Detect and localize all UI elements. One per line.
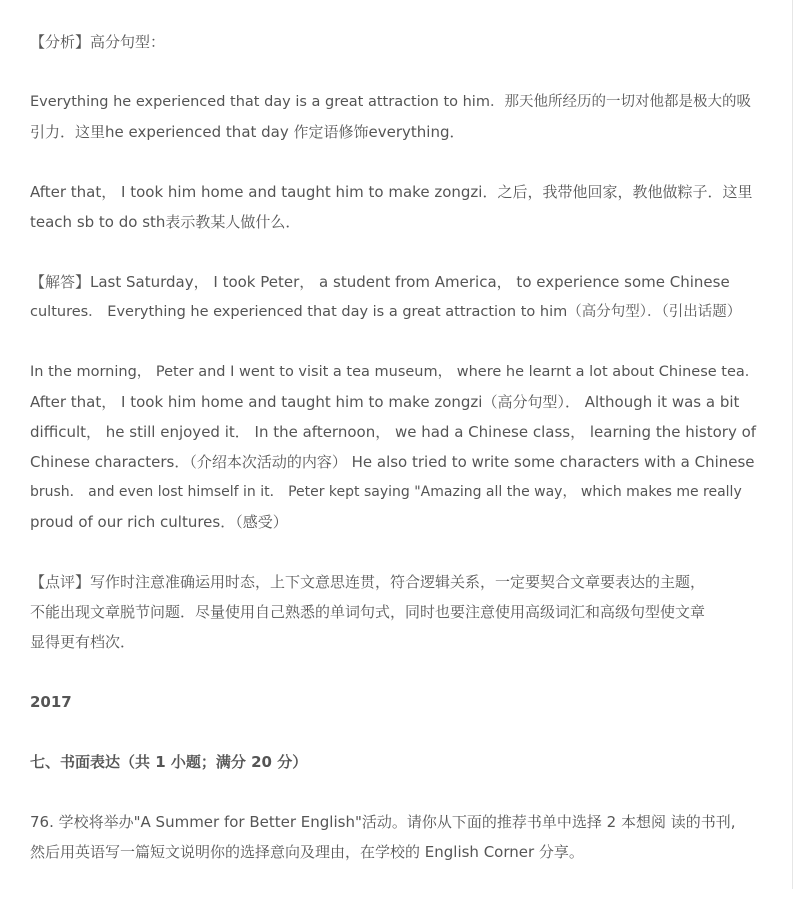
question-paragraph — [30, 807, 765, 867]
document-body — [30, 27, 765, 897]
answer-intro-paragraph — [30, 267, 765, 327]
text-line: 【分析】高分句型： — [30, 33, 166, 51]
text-line: 【解答】Last Saturday， I took Peter， a student from America， to experience some Chinese — [30, 273, 730, 291]
text-line: proud of our rich cultures．（感受） — [30, 513, 288, 531]
text-line: 76. 学校将举办"A Summer for Better English"活动。请你从下面的推荐书单中选择 2 本想阅 读的书刊, — [30, 813, 736, 831]
text-line: Everything he experienced that day is a great attraction to him．那天他所经历的一切对他都是极大的吸 — [30, 94, 751, 110]
text-line: 不能出现文章脱节问题．尽量使用自己熟悉的单词句式，同时也要注意使用高级词汇和高级句型使文章 — [30, 603, 706, 621]
text-line: cultures． Everything he experienced that day is a great attraction to him（高分句型）．（引出话题） — [30, 304, 742, 320]
text-line: 显得更有档次． — [30, 633, 136, 651]
text-line: After that， I took him home and taught him to make zongzi．之后，我带他回家，教他做粽子．这里 — [30, 183, 753, 201]
comment-paragraph — [30, 567, 765, 657]
sentence-pattern-1 — [30, 87, 765, 147]
analysis-heading — [30, 27, 765, 57]
text-line: brush． and even lost himself in it． Peter kept saying "Amazing all the way， which makes me really — [30, 484, 742, 500]
answer-body-paragraph — [30, 357, 765, 537]
year-heading: 2017 — [30, 693, 72, 711]
text-line: teach sb to do sth表示教某人做什么． — [30, 213, 301, 231]
text-line: 引力．这里he experienced that day 作定语修饰everything． — [30, 123, 465, 141]
text-line: After that， I took him home and taught him to make zongzi（高分句型）． Although it was a bit — [30, 393, 740, 411]
text-line: 然后用英语写一篇短文说明你的选择意向及理由，在学校的 English Corner 分享。 — [30, 843, 584, 861]
text-line: In the morning， Peter and I went to visit a tea museum， where he learnt a lot about Chinese tea． — [30, 364, 760, 380]
text-line: difficult， he still enjoyed it． In the afternoon， we had a Chinese class， learning the history of — [30, 423, 757, 441]
page-right-border — [792, 0, 793, 889]
text-line: 【点评】写作时注意准确运用时态，上下文意思连贯，符合逻辑关系，一定要契合文章要表达的主题， — [30, 573, 706, 591]
section-heading: 七、书面表达（共 1 小题；满分 20 分） — [30, 753, 308, 771]
text-line: Chinese characters．（介绍本次活动的内容） He also tried to write some characters with a Chinese — [30, 453, 755, 471]
sentence-pattern-2 — [30, 177, 765, 237]
